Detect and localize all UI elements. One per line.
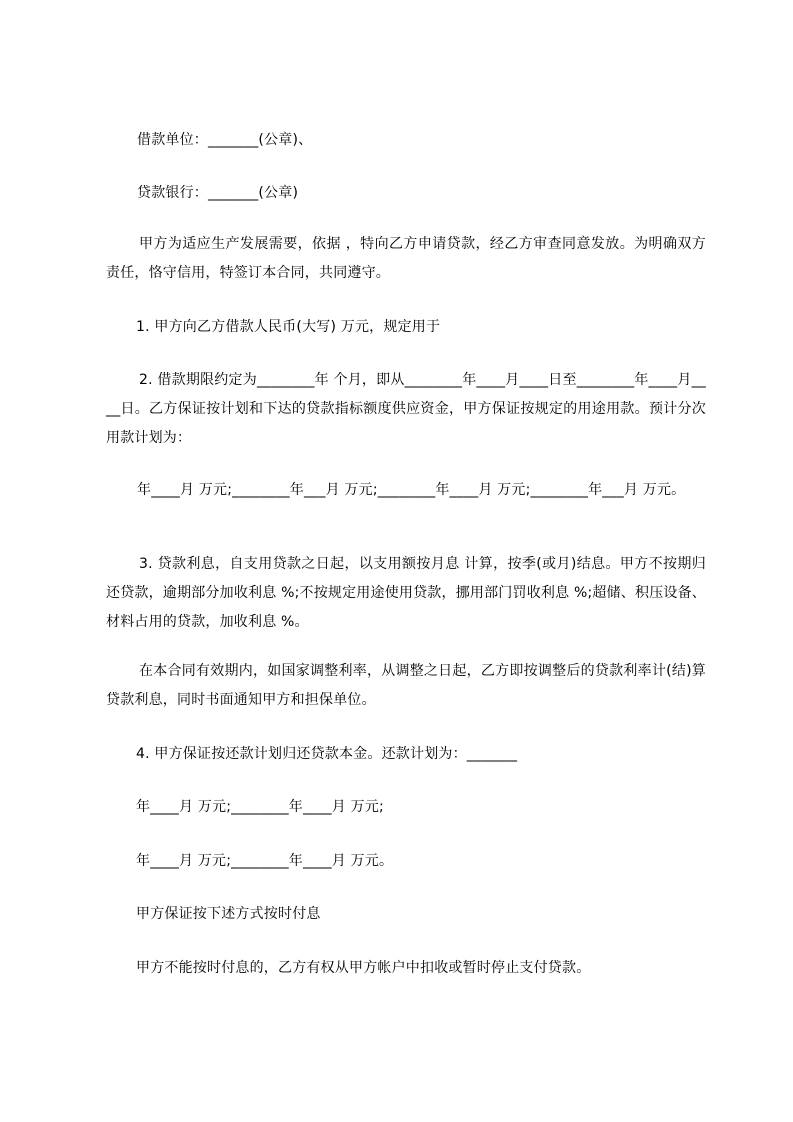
repayment-plan-line-2: 年____月 万元;________年____月 万元。 — [136, 853, 394, 869]
rate-adjustment-paragraph: 在本合同有效期内，如国家调整利率，从调整之日起，乙方即按调整后的贷款利率计(结)算贷款利息，同时书面通知甲方和担保单位。 — [106, 663, 706, 708]
clause-3-interest: 3. 贷款利息，自支用贷款之日起，以支用额按月息 计算，按季(或月)结息。甲方不按期归还贷款，逾期部分加收利息 %;不按规定用途使用贷款，挪用部门罚收利息 %;超储、积压设备、材料占用的贷款，加收利息 %。 — [106, 556, 706, 630]
clause-1: 1. 甲方向乙方借款人民币(大写) 万元，规定用于 — [136, 319, 441, 335]
usage-plan: 年____月 万元;________年___月 万元;________年____月 万元;________年___月 万元。 — [137, 482, 686, 498]
lender-signature-line: 贷款银行：_______(公章) — [137, 185, 299, 201]
borrower-signature-line: 借款单位：_______(公章)、 — [137, 132, 313, 148]
clause-4-repayment: 4. 甲方保证按还款计划归还贷款本金。还款计划为：_______ — [136, 746, 518, 762]
clause-2: 2. 借款期限约定为________年 个月，即从________年____月____日至________年____月____日。乙方保证按计划和下达的贷款指标额度供应资金，甲方保证按规定的用途用款。预计分次用款计划为： — [106, 372, 706, 446]
repayment-plan-line-1: 年____月 万元;________年____月 万元; — [136, 799, 384, 815]
preamble-paragraph: 甲方为适应生产发展需要，依据 ，特向乙方申请贷款，经乙方审查同意发放。为明确双方责任，恪守信用，特签订本合同，共同遵守。 — [106, 236, 706, 281]
interest-payment-method: 甲方保证按下述方式按时付息 — [136, 906, 321, 922]
default-clause: 甲方不能按时付息的，乙方有权从甲方帐户中扣收或暂时停止支付贷款。 — [136, 960, 591, 976]
